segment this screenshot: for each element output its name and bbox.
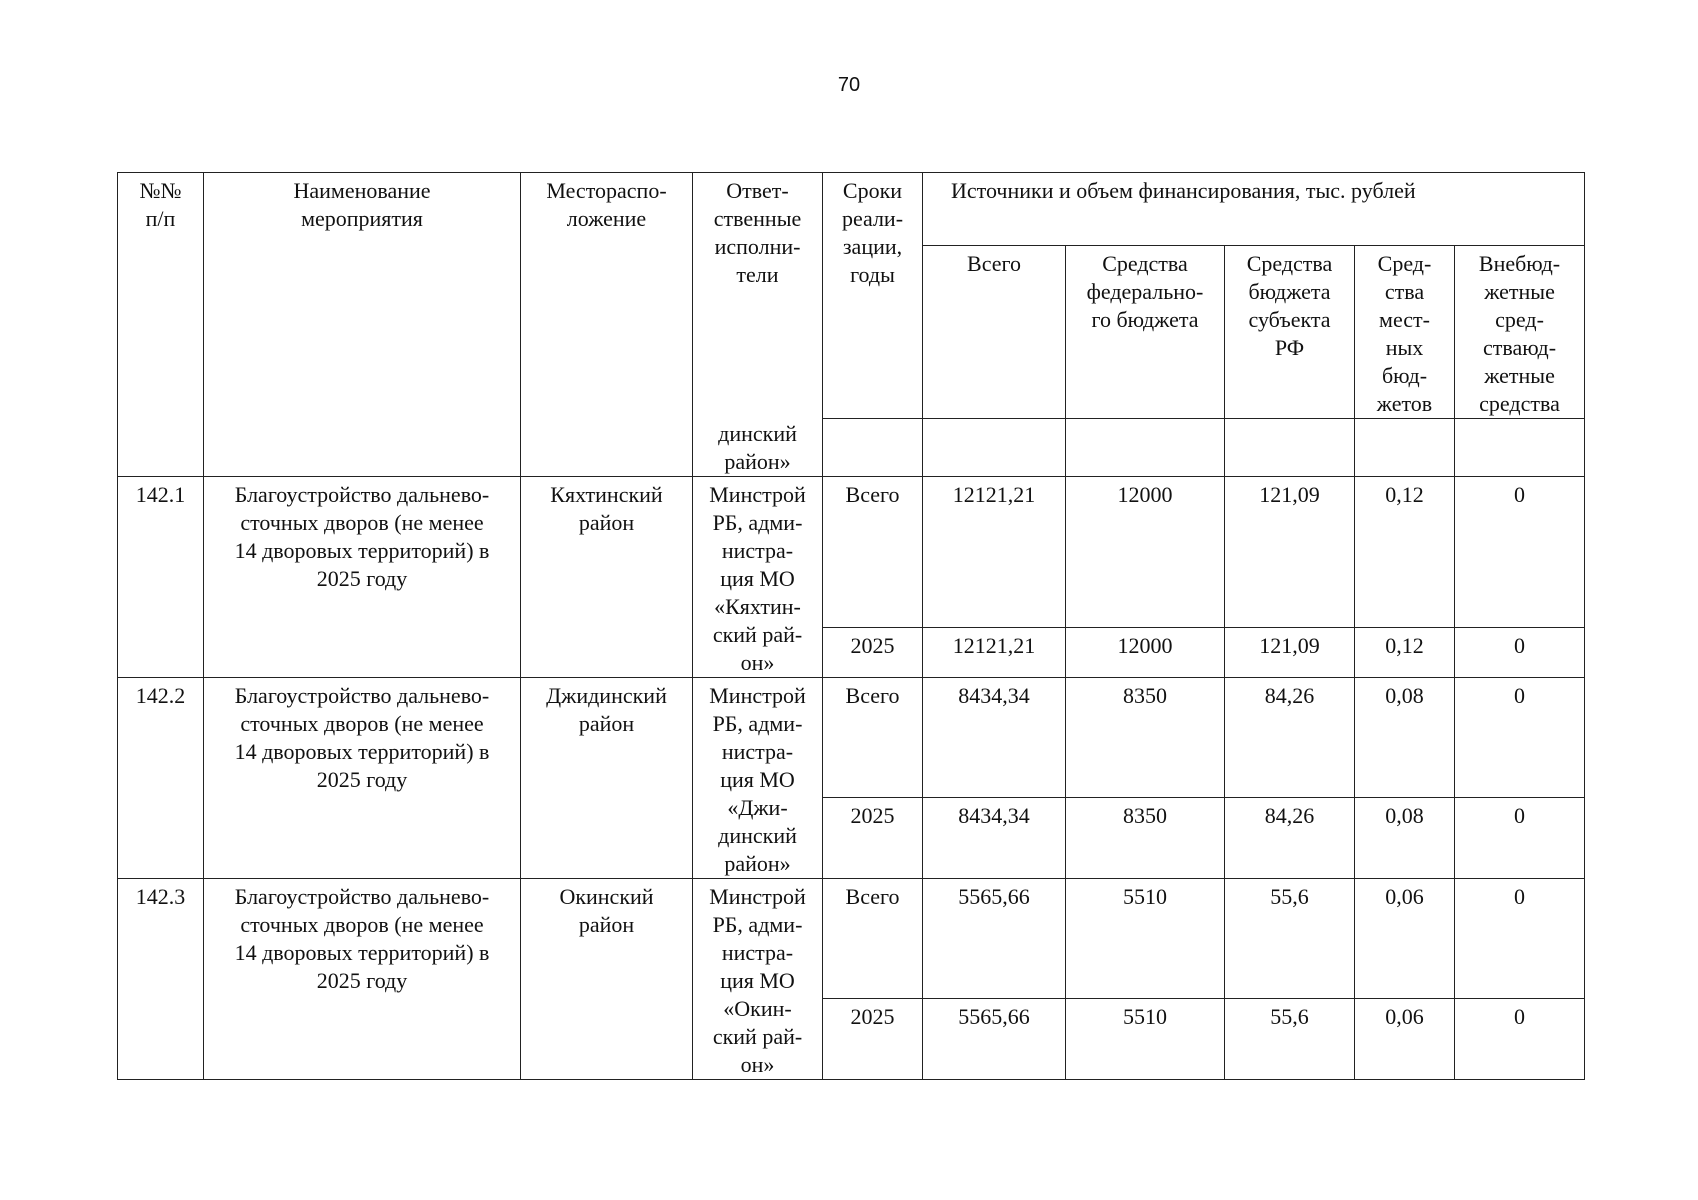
row-federal: 5510: [1066, 879, 1225, 999]
header-location: Местораспо- ложение: [521, 173, 693, 477]
blank-cell: [1066, 419, 1225, 477]
row-subject: 55,6: [1225, 998, 1355, 1079]
row-extra: 0: [1455, 628, 1585, 678]
header-extra: Внебюд- жетные сред- стваюд- жетные средства: [1455, 246, 1585, 419]
row-subject: 121,09: [1225, 628, 1355, 678]
row-extra: 0: [1455, 477, 1585, 628]
row-period: 2025: [823, 628, 923, 678]
row-local: 0,08: [1355, 797, 1455, 878]
row-num: 142.1: [118, 477, 204, 678]
row-period: 2025: [823, 797, 923, 878]
row-num: 142.2: [118, 678, 204, 879]
row-local: 0,08: [1355, 678, 1455, 798]
table-row: [118, 477, 1585, 628]
row-name: Благоустройство дальнево- сточных дворов (не менее 14 дворовых территорий) в 2025 году: [204, 477, 521, 678]
row-responsible: Минстрой РБ, адми- нистра- ция МО «Джи- динский район»: [693, 678, 823, 879]
row-extra: 0: [1455, 797, 1585, 878]
header-subject: Средства бюджета субъекта РФ: [1225, 246, 1355, 419]
carryover-text: динский район»: [718, 421, 797, 474]
row-subject: 55,6: [1225, 879, 1355, 999]
row-location: Джидинский район: [521, 678, 693, 879]
row-period: Всего: [823, 879, 923, 999]
header-funding: Источники и объем финансирования, тыс. рублей: [923, 173, 1585, 246]
row-total: 12121,21: [923, 477, 1066, 628]
blank-cell: [1455, 419, 1585, 477]
blank-cell: [1355, 419, 1455, 477]
row-federal: 12000: [1066, 628, 1225, 678]
table-row: [118, 879, 1585, 999]
row-local: 0,12: [1355, 477, 1455, 628]
row-name: Благоустройство дальнево- сточных дворов (не менее 14 дворовых территорий) в 2025 году: [204, 879, 521, 1080]
page-number: 70: [837, 74, 861, 96]
header-name: Наименование мероприятия: [204, 173, 521, 477]
row-federal: 12000: [1066, 477, 1225, 628]
row-subject: 84,26: [1225, 678, 1355, 798]
header-responsible-label: Ответ- ственные исполни- тели: [713, 178, 802, 287]
financing-table: [117, 172, 1585, 1080]
row-period: Всего: [823, 477, 923, 628]
table-row: [118, 678, 1585, 798]
row-total: 5565,66: [923, 998, 1066, 1079]
blank-cell: [1225, 419, 1355, 477]
row-federal: 8350: [1066, 797, 1225, 878]
row-subject: 121,09: [1225, 477, 1355, 628]
row-period: 2025: [823, 998, 923, 1079]
row-extra: 0: [1455, 678, 1585, 798]
header-federal: Средства федерально- го бюджета: [1066, 246, 1225, 419]
row-period: Всего: [823, 678, 923, 798]
row-total: 5565,66: [923, 879, 1066, 999]
row-responsible: Минстрой РБ, адми- нистра- ция МО «Окин- ский рай- он»: [693, 879, 823, 1080]
row-extra: 0: [1455, 879, 1585, 999]
row-local: 0,06: [1355, 879, 1455, 999]
row-num: 142.3: [118, 879, 204, 1080]
row-local: 0,06: [1355, 998, 1455, 1079]
header-total: Всего: [923, 246, 1066, 419]
row-name: Благоустройство дальнево- сточных дворов (не менее 14 дворовых территорий) в 2025 году: [204, 678, 521, 879]
row-federal: 5510: [1066, 998, 1225, 1079]
row-federal: 8350: [1066, 678, 1225, 798]
row-total: 12121,21: [923, 628, 1066, 678]
row-responsible: Минстрой РБ, адми- нистра- ция МО «Кяхтин- ский рай- он»: [693, 477, 823, 678]
row-total: 8434,34: [923, 797, 1066, 878]
blank-cell: [823, 419, 923, 477]
header-num: №№ п/п: [118, 173, 204, 477]
row-total: 8434,34: [923, 678, 1066, 798]
row-location: Кяхтинский район: [521, 477, 693, 678]
blank-cell: [923, 419, 1066, 477]
row-location: Окинский район: [521, 879, 693, 1080]
header-row-top: [118, 173, 1585, 246]
row-subject: 84,26: [1225, 797, 1355, 878]
header-local: Сред- ства мест- ных бюд- жетов: [1355, 246, 1455, 419]
header-responsible: [693, 173, 823, 477]
row-extra: 0: [1455, 998, 1585, 1079]
row-local: 0,12: [1355, 628, 1455, 678]
header-period: Сроки реали- зации, годы: [823, 173, 923, 419]
